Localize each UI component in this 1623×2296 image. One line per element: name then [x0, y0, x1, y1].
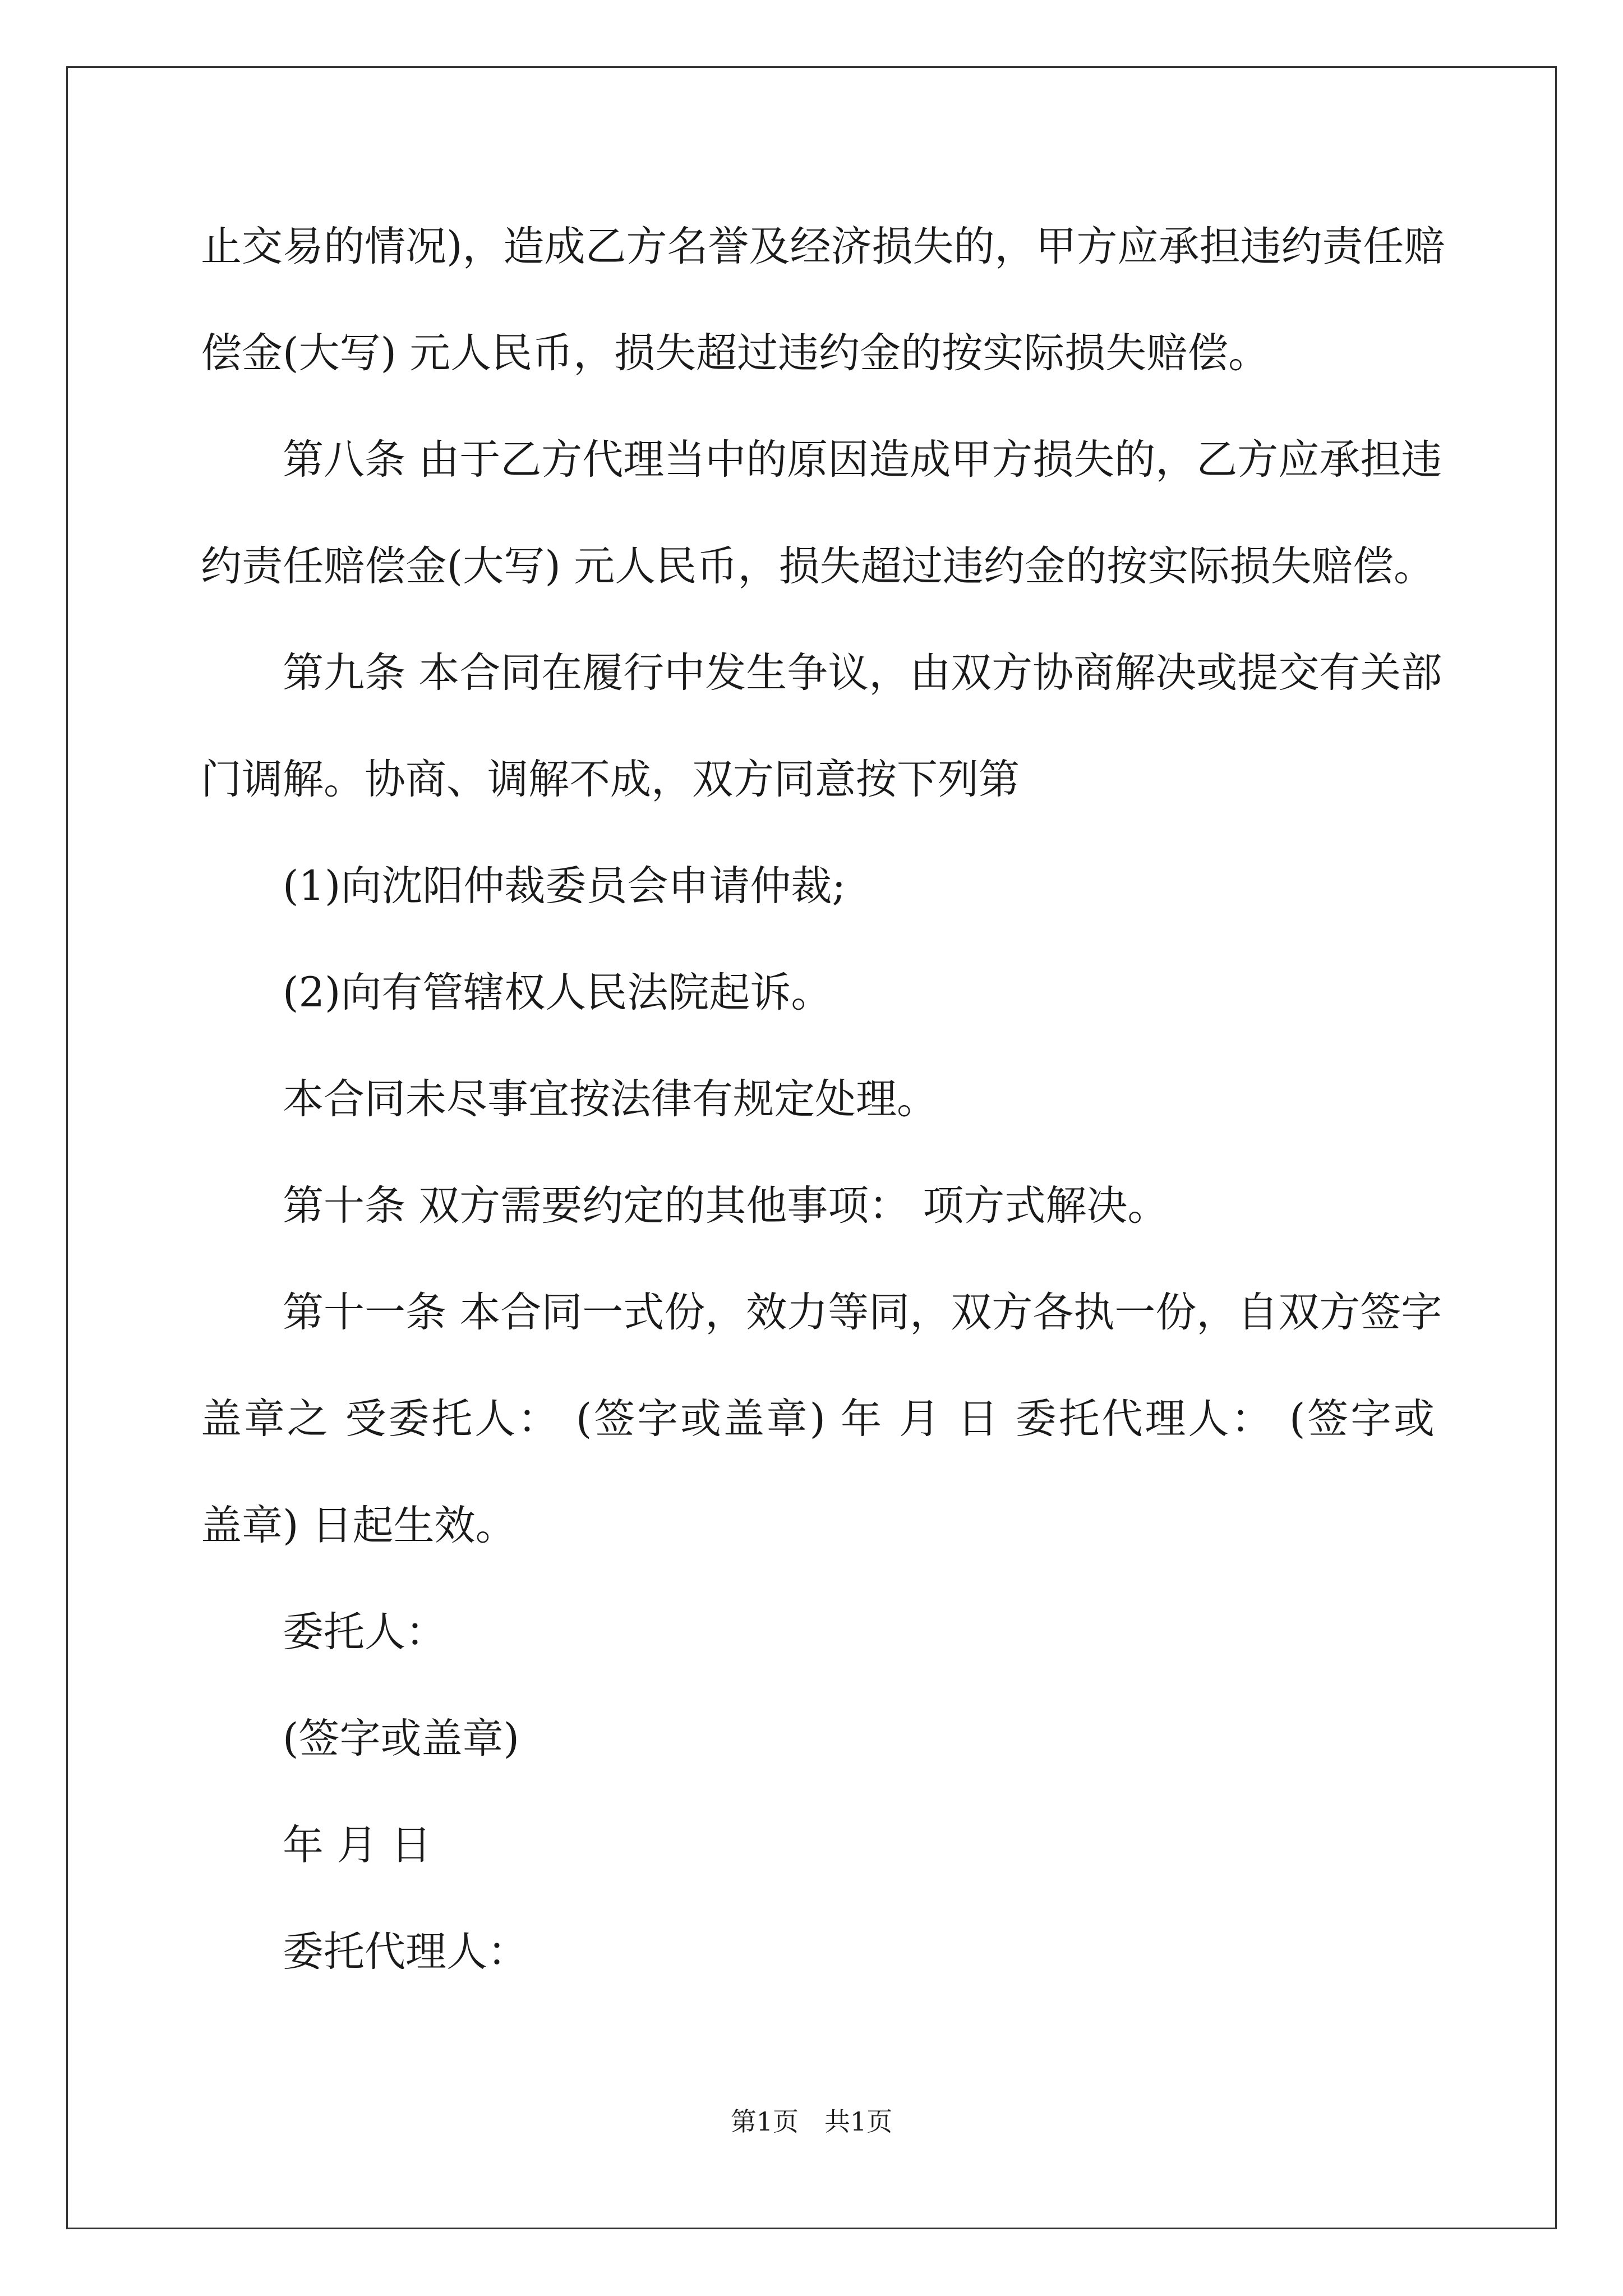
body-line-5: 第九条 本合同在履行中发生争议，由双方协商解决或提交有关部 — [283, 649, 1442, 697]
body-line-4: 约责任赔偿金(大写) 元人民币，损失超过违约金的按实际损失赔偿。 — [201, 542, 1435, 590]
body-line-14: 委托人： — [283, 1608, 446, 1656]
body-line-13: 盖章) 日起生效。 — [201, 1502, 517, 1549]
page-border — [66, 66, 1557, 2229]
body-line-3: 第八条 由于乙方代理当中的原因造成甲方损失的，乙方应承担违 — [283, 436, 1442, 484]
page-number-footer: 第1页 共1页 — [730, 2106, 893, 2137]
body-line-2: 偿金(大写) 元人民币，损失超过违约金的按实际损失赔偿。 — [201, 329, 1270, 377]
body-line-7: (1)向沈阳仲裁委员会申请仲裁; — [283, 862, 846, 910]
body-line-6: 门调解。协商、调解不成，双方同意按下列第 — [201, 756, 1020, 803]
body-line-1: 止交易的情况)，造成乙方名誉及经济损失的，甲方应承担违约责任赔 — [201, 223, 1445, 270]
body-line-15: (签字或盖章) — [283, 1715, 519, 1763]
body-line-12: 盖章之 受委托人： (签字或盖章) 年 月 日 委托代理人： (签字或 — [201, 1395, 1435, 1443]
body-line-10: 第十条 双方需要约定的其他事项： 项方式解决。 — [283, 1182, 1169, 1230]
body-line-17: 委托代理人： — [283, 1928, 528, 1976]
body-line-9: 本合同未尽事宜按法律有规定处理。 — [283, 1075, 938, 1123]
body-line-8: (2)向有管辖权人民法院起诉。 — [283, 969, 832, 1016]
body-line-16: 年 月 日 — [283, 1821, 432, 1869]
body-line-11: 第十一条 本合同一式份，效力等同，双方各执一份，自双方签字 — [283, 1289, 1442, 1336]
